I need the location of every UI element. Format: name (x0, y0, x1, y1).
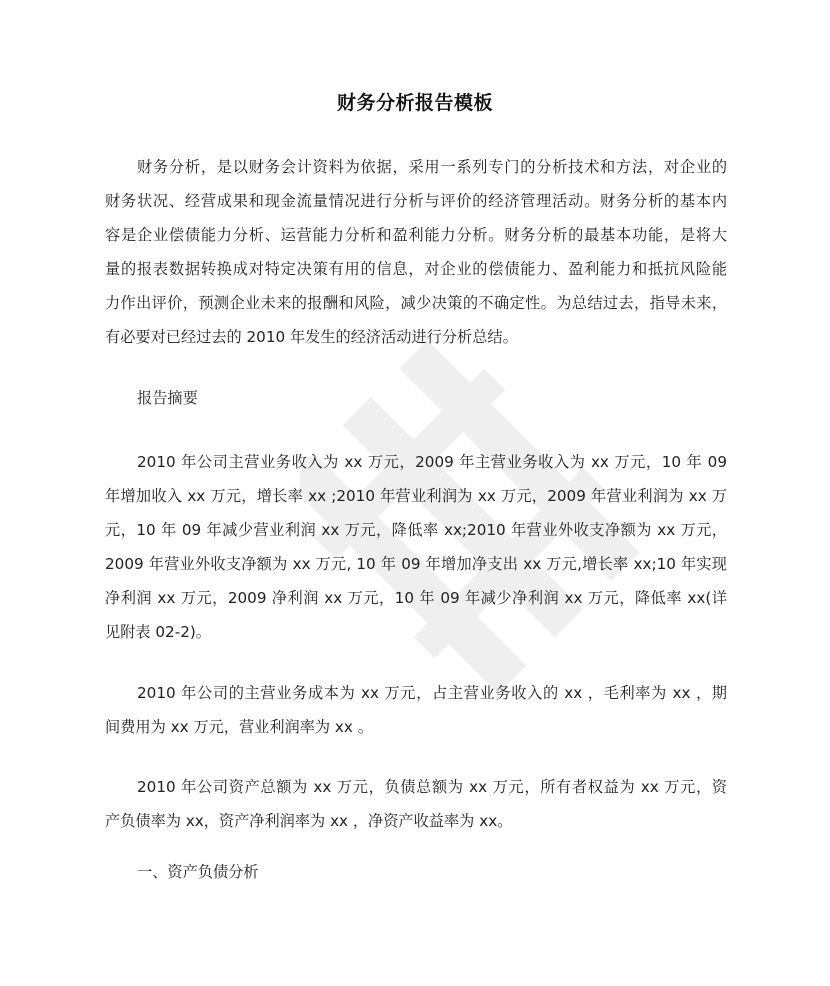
intro-line-1: 财务分析，是以财务会计资料为依据，采用一系列专门的分析技术和方法，对企业的 (137, 158, 727, 176)
intro-line-2: 财务状况、经营成果和现金流量情况进行分析与评价的经济管理活动。财务分析的基本内 (105, 192, 727, 210)
intro-line-6: 有必要对已经过去的 2010 年发生的经济活动进行分析总结。 (105, 328, 518, 346)
summary-p3-line-1: 2010 年公司资产总额为 xx 万元，负债总额为 xx 万元，所有者权益为 xx 万元，资 (137, 778, 727, 796)
document-title: 财务分析报告模板 (336, 92, 493, 114)
summary-heading: 报告摘要 (137, 389, 198, 407)
summary-p1-line-5: 净利润 xx 万元，2009 净利润 xx 万元，10 年 09 年减少净利润 xx 万元，降低率 xx(详 (105, 589, 727, 607)
intro-line-4: 量的报表数据转换成对特定决策有用的信息，对企业的偿债能力、盈利能力和抵抗风险能 (105, 260, 727, 278)
summary-p1-line-4: 2009 年营业外收支净额为 xx 万元, 10 年 09 年增加净支出 xx 万元,增长率 xx;10 年实现 (105, 555, 727, 573)
summary-p1-line-2: 年增加收入 xx 万元，增长率 xx ;2010 年营业利润为 xx 万元，2009 年营业利润为 xx 万 (105, 487, 727, 505)
watermark-icon (300, 300, 640, 720)
summary-p1-line-6: 见附表 02-2)。 (105, 623, 211, 641)
summary-p1-line-3: 元，10 年 09 年减少营业利润 xx 万元，降低率 xx;2010 年营业外收支净额为 xx 万元， (105, 521, 727, 539)
intro-line-3: 容是企业偿债能力分析、运营能力分析和盈利能力分析。财务分析的最基本功能，是将大 (105, 226, 727, 244)
summary-p2-line-1: 2010 年公司的主营业务成本为 xx 万元，占主营业务收入的 xx ，毛利率为 xx ，期 (137, 684, 727, 702)
summary-p3-line-2: 产负债率为 xx，资产净利润率为 xx ，净资产收益率为 xx。 (105, 812, 513, 830)
section-1-heading: 一、资产负债分析 (137, 863, 259, 881)
summary-p2-line-2: 间费用为 xx 万元，营业利润率为 xx 。 (105, 718, 373, 736)
summary-p1-line-1: 2010 年公司主营业务收入为 xx 万元，2009 年主营业务收入为 xx 万元，10 年 09 (137, 453, 727, 471)
intro-line-5: 力作出评价，预测企业未来的报酬和风险，减少决策的不确定性。为总结过去，指导未来， (105, 294, 727, 312)
